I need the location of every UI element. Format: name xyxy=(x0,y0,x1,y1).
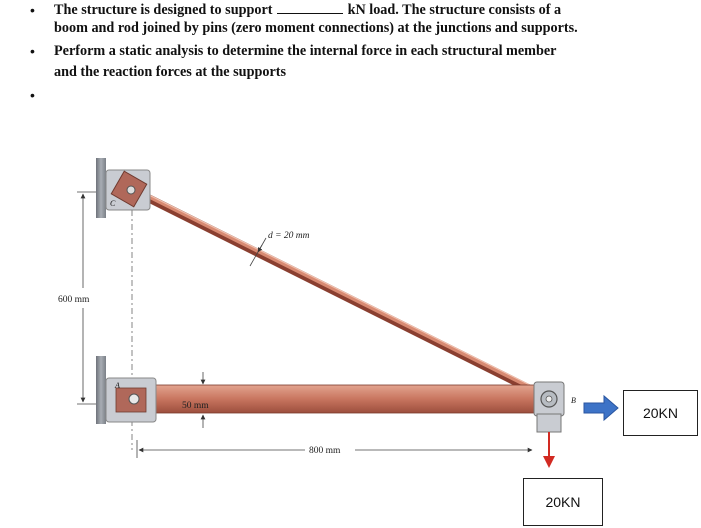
bracket-a xyxy=(106,378,156,422)
bullet-1-line-2: boom and rod joined by pins (zero moment connections) at the junctions and supports. xyxy=(54,20,578,36)
bullet-marker: • xyxy=(30,2,35,18)
joint-b xyxy=(534,382,576,432)
rod-diameter-label: d = 20 mm xyxy=(268,231,310,241)
height-label: 600 mm xyxy=(58,295,90,305)
bullet-1-text-after-blank: kN load. The structure consists of a xyxy=(347,2,562,18)
height-dimension xyxy=(58,192,96,404)
span-label: 800 mm xyxy=(309,446,341,456)
vertical-load-label: 20KN xyxy=(523,478,603,526)
bullet-marker-empty: • xyxy=(30,87,35,103)
bullet-2-line-1: Perform a static analysis to determine the internal force in each structural member xyxy=(54,43,557,59)
horizontal-load-label: 20KN xyxy=(623,390,698,436)
wall-support-a xyxy=(96,356,106,424)
label-b: B xyxy=(571,396,576,405)
rod-cb xyxy=(132,187,548,398)
bullet-1-text-before-blank: The structure is designed to support xyxy=(54,2,273,18)
wall-support-c xyxy=(96,158,106,218)
bracket-c xyxy=(106,170,150,210)
span-dimension xyxy=(137,440,532,458)
boom-depth-label: 50 mm xyxy=(182,401,209,411)
bullet-2-line-2: and the reaction forces at the supports xyxy=(54,64,286,80)
bullet-marker: • xyxy=(30,43,35,59)
horizontal-load-arrow xyxy=(584,396,618,420)
label-a: A xyxy=(115,381,120,390)
label-c: C xyxy=(110,199,116,208)
vertical-load-arrow xyxy=(543,432,555,468)
